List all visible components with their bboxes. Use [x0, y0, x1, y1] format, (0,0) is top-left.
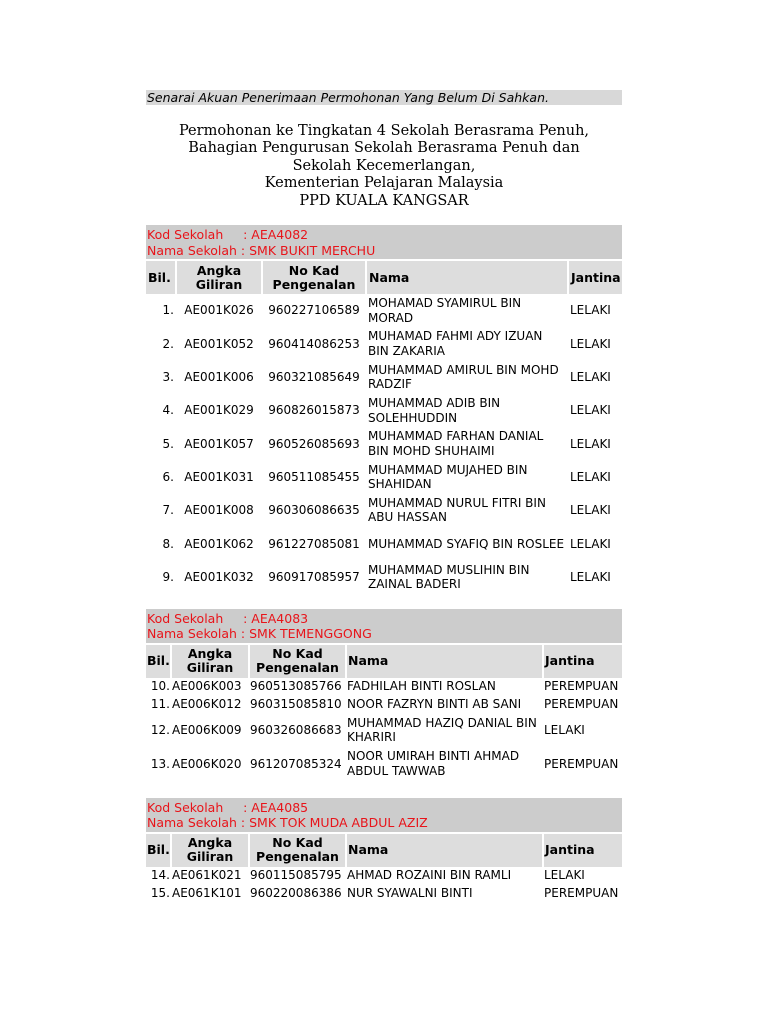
cell-nama: MUHAMMAD SYAFIQ BIN ROSLEE [368, 536, 565, 551]
table-row [146, 461, 622, 494]
table-row [146, 867, 622, 885]
cell-bil: 13. [150, 756, 170, 771]
cell-nama: MOHAMAD SYAMIRUL BIN MORAD [368, 296, 522, 325]
col-nama: Nama [366, 260, 568, 294]
cell-ic: 960826015873 [268, 403, 360, 418]
cell-ic: 960315085810 [250, 697, 342, 712]
cell-nama: NOOR FAZRYN BINTI AB SANI [347, 697, 522, 712]
cell-jantina: LELAKI [570, 503, 611, 518]
cell-bil: 1. [162, 303, 174, 318]
document-heading [146, 123, 622, 210]
cell-bil: 10. [150, 679, 170, 694]
cell-angka: AE001K057 [184, 436, 254, 451]
table-row [146, 327, 622, 360]
heading-line: Bahagian Pengurusan Sekolah Berasrama Penuh dan [188, 140, 580, 157]
cell-jantina: LELAKI [570, 536, 611, 551]
cell-jantina: LELAKI [544, 868, 585, 883]
cell-nama: MUHAMMAD MUJAHED BIN SHAHIDAN [368, 462, 528, 492]
table-row [146, 885, 622, 903]
cell-ic: 961207085324 [250, 756, 342, 771]
cell-nama: MUHAMMAD NURUL FITRI BIN ABU HASSAN [368, 495, 546, 525]
cell-jantina: PEREMPUAN [544, 697, 619, 712]
table-header-row [146, 644, 622, 678]
cell-jantina: LELAKI [570, 370, 611, 385]
col-nama: Nama [346, 644, 543, 678]
cell-angka: AE006K003 [172, 679, 242, 694]
table-header-row [146, 833, 622, 867]
cell-jantina: PEREMPUAN [544, 886, 619, 901]
cell-bil: 9. [162, 569, 174, 584]
cell-angka: AE006K020 [172, 756, 242, 771]
cell-bil: 12. [150, 723, 170, 738]
school-section [146, 798, 622, 903]
table-row [146, 494, 622, 527]
cell-nama: MUHAMMAD FARHAN DANIAL BIN MOHD SHUHAIMI [368, 429, 544, 458]
table-row [146, 427, 622, 460]
cell-jantina: LELAKI [570, 436, 611, 451]
cell-ic: 960115085795 [250, 868, 342, 883]
table-row [146, 747, 622, 781]
school-section [146, 609, 622, 781]
cell-ic: 960321085649 [268, 370, 360, 385]
col-nama: Nama [346, 833, 543, 867]
cell-jantina: LELAKI [570, 336, 611, 351]
table-row [146, 294, 622, 327]
table-row [146, 714, 622, 748]
cell-bil: 5. [162, 436, 174, 451]
heading-line: Permohonan ke Tingkatan 4 Sekolah Berasrama Penuh, [178, 123, 590, 139]
cell-nama: MUHAMMAD HAZIQ DANIAL BIN KHARIRI [347, 715, 537, 745]
col-angka-giliran: Angka Giliran [171, 833, 249, 867]
cell-bil: 15. [150, 886, 170, 901]
cell-jantina: LELAKI [570, 403, 611, 418]
col-jantina: Jantina [543, 833, 622, 867]
cell-bil: 3. [162, 370, 174, 385]
cell-ic: 960227106589 [268, 303, 360, 318]
list-title: Senarai Akuan Penerimaan Permohonan Yang Belum Di Sahkan. [146, 90, 622, 105]
col-bil: Bil. [146, 644, 171, 678]
cell-jantina: PEREMPUAN [544, 756, 619, 771]
col-no-kad: No Kad Pengenalan [262, 260, 366, 294]
cell-angka: AE006K009 [172, 723, 242, 738]
cell-angka: AE001K052 [184, 336, 254, 351]
cell-angka: AE001K008 [184, 503, 254, 518]
cell-angka: AE001K026 [184, 303, 254, 318]
cell-nama: MUHAMMAD AMIRUL BIN MOHD RADZIF [368, 362, 559, 392]
cell-ic: 960526085693 [268, 436, 360, 451]
student-table [146, 259, 622, 594]
cell-nama: MUHAMAD FAHMI ADY IZUAN BIN ZAKARIA [368, 329, 543, 358]
cell-jantina: LELAKI [570, 469, 611, 484]
school-name: Nama Sekolah : SMK TOK MUDA ABDUL AZIZ [147, 815, 428, 831]
cell-bil: 14. [150, 868, 170, 883]
student-table [146, 643, 622, 781]
school-code: Kod Sekolah : AEA4082 [147, 227, 309, 243]
heading-line: PPD KUALA KANGSAR [299, 192, 469, 209]
cell-angka: AE001K006 [184, 370, 254, 385]
cell-bil: 11. [150, 697, 170, 712]
cell-ic: 960326086683 [250, 723, 342, 738]
student-table [146, 832, 622, 903]
cell-nama: MUHAMMAD MUSLIHIN BIN ZAINAL BADERI [368, 562, 530, 592]
heading-line: Sekolah Kecemerlangan, [292, 157, 476, 174]
table-row [146, 527, 622, 560]
cell-bil: 2. [162, 336, 174, 351]
heading-line: Kementerian Pelajaran Malaysia [264, 175, 504, 192]
cell-ic: 960917085957 [268, 569, 360, 584]
cell-bil: 7. [162, 503, 174, 518]
table-row [146, 361, 622, 394]
cell-bil: 8. [162, 536, 174, 551]
col-jantina: Jantina [543, 644, 622, 678]
cell-nama: FADHILAH BINTI ROSLAN [347, 679, 496, 694]
cell-ic: 960513085766 [250, 679, 342, 694]
school-section [146, 225, 622, 594]
cell-ic: 960220086386 [250, 886, 342, 901]
school-header [146, 225, 622, 259]
col-no-kad: No Kad Pengenalan [249, 833, 346, 867]
cell-nama: AHMAD ROZAINI BIN RAMLI [347, 868, 512, 883]
cell-ic: 960306086635 [268, 503, 360, 518]
school-name: Nama Sekolah : SMK BUKIT MERCHU [147, 242, 376, 258]
table-header-row [146, 260, 622, 294]
cell-jantina: LELAKI [570, 303, 611, 318]
cell-ic: 960511085455 [268, 469, 360, 484]
cell-nama: MUHAMMAD ADIB BIN SOLEHHUDDIN [368, 396, 501, 425]
cell-ic: 961227085081 [268, 536, 360, 551]
cell-bil: 4. [162, 403, 174, 418]
cell-angka: AE001K032 [184, 569, 254, 584]
school-code: Kod Sekolah : AEA4085 [147, 799, 309, 815]
col-bil: Bil. [146, 260, 176, 294]
cell-angka: AE061K101 [172, 886, 242, 901]
col-bil: Bil. [146, 833, 171, 867]
cell-jantina: LELAKI [544, 723, 585, 738]
cell-ic: 960414086253 [268, 336, 360, 351]
col-angka-giliran: Angka Giliran [171, 644, 249, 678]
table-row [146, 394, 622, 427]
cell-angka: AE006K012 [172, 697, 242, 712]
cell-angka: AE001K062 [184, 536, 254, 551]
cell-nama: NOOR UMIRAH BINTI AHMAD ABDUL TAWWAB [347, 749, 520, 778]
school-code: Kod Sekolah : AEA4083 [147, 610, 309, 626]
col-angka-giliran: Angka Giliran [176, 260, 262, 294]
table-row [146, 560, 622, 593]
school-header [146, 798, 622, 832]
table-row [146, 678, 622, 696]
cell-angka: AE061K021 [172, 868, 242, 883]
school-header [146, 609, 622, 643]
table-row [146, 696, 622, 714]
document [146, 90, 622, 903]
cell-nama: NUR SYAWALNI BINTI [347, 886, 473, 901]
cell-angka: AE001K029 [184, 403, 254, 418]
cell-jantina: PEREMPUAN [544, 679, 619, 694]
cell-angka: AE001K031 [184, 469, 254, 484]
col-jantina: Jantina [568, 260, 622, 294]
school-name: Nama Sekolah : SMK TEMENGGONG [147, 626, 372, 642]
cell-jantina: LELAKI [570, 569, 611, 584]
col-no-kad: No Kad Pengenalan [249, 644, 346, 678]
cell-bil: 6. [162, 469, 174, 484]
